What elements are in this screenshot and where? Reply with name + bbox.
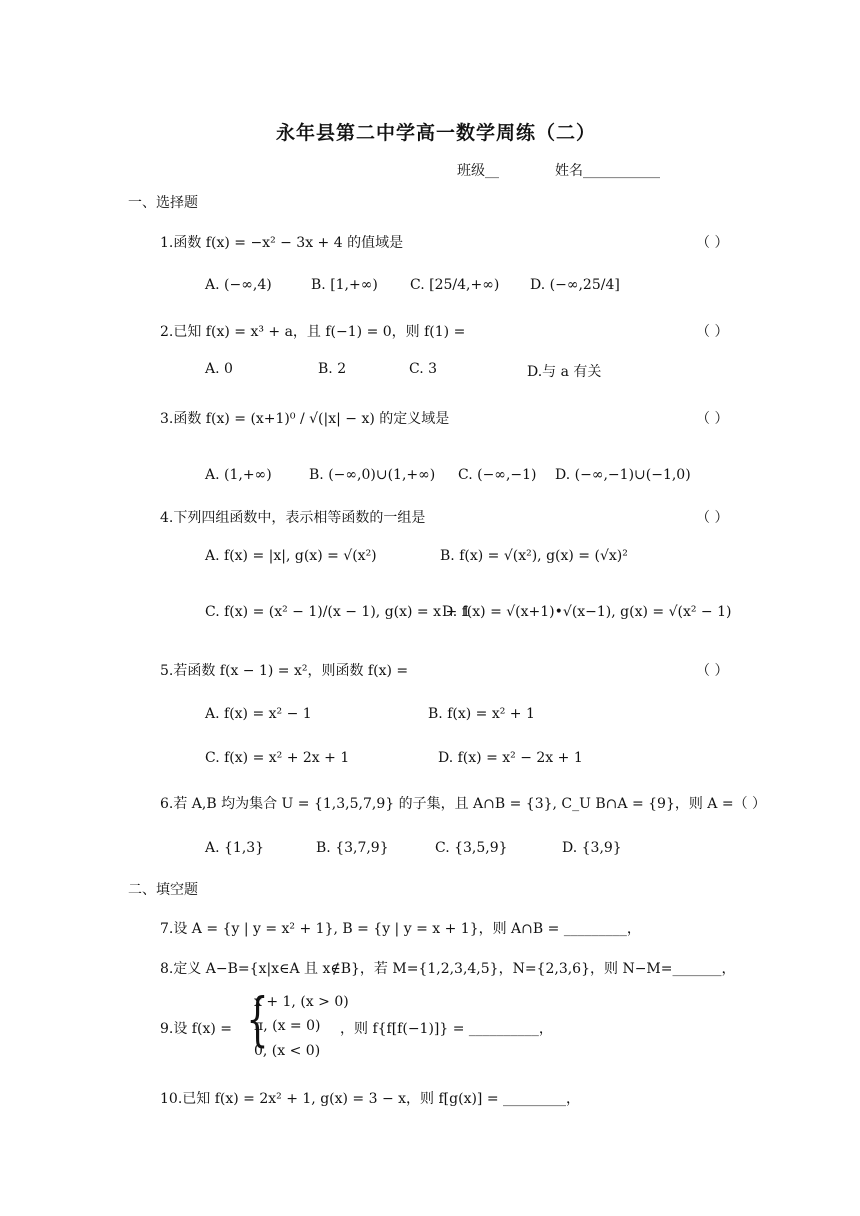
- q9-suffix: ，则 f{f[f(−1)]} = __________，: [340, 1021, 553, 1037]
- q9-case-3: 0, (x < 0): [254, 1043, 321, 1059]
- q3-option-a: A. (1,+∞): [205, 467, 272, 483]
- section-fill-heading: 二、填空题: [128, 882, 198, 898]
- q2-option-b: B. 2: [318, 361, 347, 377]
- q6-stem: 6.若 A,B 均为集合 U = {1,3,5,7,9} 的子集，且 A∩B = {3}, C_U B∩A = {9}，则 A =（ ）: [160, 796, 767, 812]
- q6-option-a: A. {1,3}: [205, 840, 265, 856]
- q2-option-d: D.与 a 有关: [527, 364, 602, 380]
- q1-option-c: C. [25/4,+∞): [410, 277, 500, 293]
- q9-case-1: x + 1, (x > 0): [254, 994, 349, 1010]
- q5-option-d: D. f(x) = x² − 2x + 1: [438, 750, 583, 766]
- q1-option-b: B. [1,+∞): [311, 277, 378, 293]
- page-title: 永年县第二中学高一数学周练（二）: [276, 122, 597, 144]
- q5-option-c: C. f(x) = x² + 2x + 1: [205, 750, 350, 766]
- q1-option-a: A. (−∞,4): [205, 277, 272, 293]
- section-choice-heading: 一、选择题: [128, 195, 198, 211]
- q6-option-d: D. {3,9}: [562, 840, 622, 856]
- q3-option-b: B. (−∞,0)∪(1,+∞): [309, 467, 436, 483]
- q9-prefix: 9.设 f(x) =: [160, 1021, 232, 1037]
- q4-option-b: B. f(x) = √(x²), g(x) = (√x)²: [440, 548, 628, 564]
- q2-stem: 2.已知 f(x) = x³ + a，且 f(−1) = 0，则 f(1) =: [160, 324, 466, 340]
- q4-option-a: A. f(x) = |x|, g(x) = √(x²): [205, 548, 377, 564]
- q6-option-b: B. {3,7,9}: [316, 840, 389, 856]
- class-label: 班级__: [457, 163, 499, 179]
- q5-stem: 5.若函数 f(x − 1) = x²，则函数 f(x) =: [160, 663, 409, 679]
- q2-option-c: C. 3: [409, 361, 438, 377]
- piecewise-brace: {: [246, 985, 269, 1053]
- q5-option-a: A. f(x) = x² − 1: [205, 706, 312, 722]
- q5-option-b: B. f(x) = x² + 1: [428, 706, 535, 722]
- name-label: 姓名___________: [555, 163, 660, 179]
- q8-text: 8.定义 A−B={x|x∈A 且 x∉B}，若 M={1,2,3,4,5}，N={2,3,6}，则 N−M=_______，: [160, 961, 736, 977]
- q3-option-d: D. (−∞,−1)∪(−1,0): [555, 467, 691, 483]
- q3-option-c: C. (−∞,−1): [458, 467, 537, 483]
- q5-answer-paren: （ ）: [696, 663, 729, 679]
- q4-option-d: D. f(x) = √(x+1)•√(x−1), g(x) = √(x² − 1): [442, 604, 732, 620]
- q1-answer-paren: （ ）: [696, 235, 729, 251]
- q2-answer-paren: （ ）: [696, 324, 729, 340]
- q9-case-2: π, (x = 0): [254, 1018, 321, 1034]
- q3-answer-paren: （ ）: [696, 411, 729, 427]
- q3-stem: 3.函数 f(x) = (x+1)⁰ / √(|x| − x) 的定义域是: [160, 411, 450, 427]
- q6-option-c: C. {3,5,9}: [435, 840, 508, 856]
- q7-text: 7.设 A = {y | y = x² + 1}, B = {y | y = x + 1}，则 A∩B = _________，: [160, 921, 641, 937]
- q4-option-c: C. f(x) = (x² − 1)/(x − 1), g(x) = x + 1: [205, 604, 471, 620]
- q10-text: 10.已知 f(x) = 2x² + 1, g(x) = 3 − x，则 f[g(x)] = _________，: [160, 1091, 581, 1107]
- q4-answer-paren: （ ）: [696, 510, 729, 526]
- q1-option-d: D. (−∞,25/4]: [530, 277, 620, 293]
- q2-option-a: A. 0: [205, 361, 233, 377]
- q1-stem: 1.函数 f(x) = −x² − 3x + 4 的值域是: [160, 235, 404, 251]
- q4-stem: 4.下列四组函数中，表示相等函数的一组是: [160, 510, 426, 526]
